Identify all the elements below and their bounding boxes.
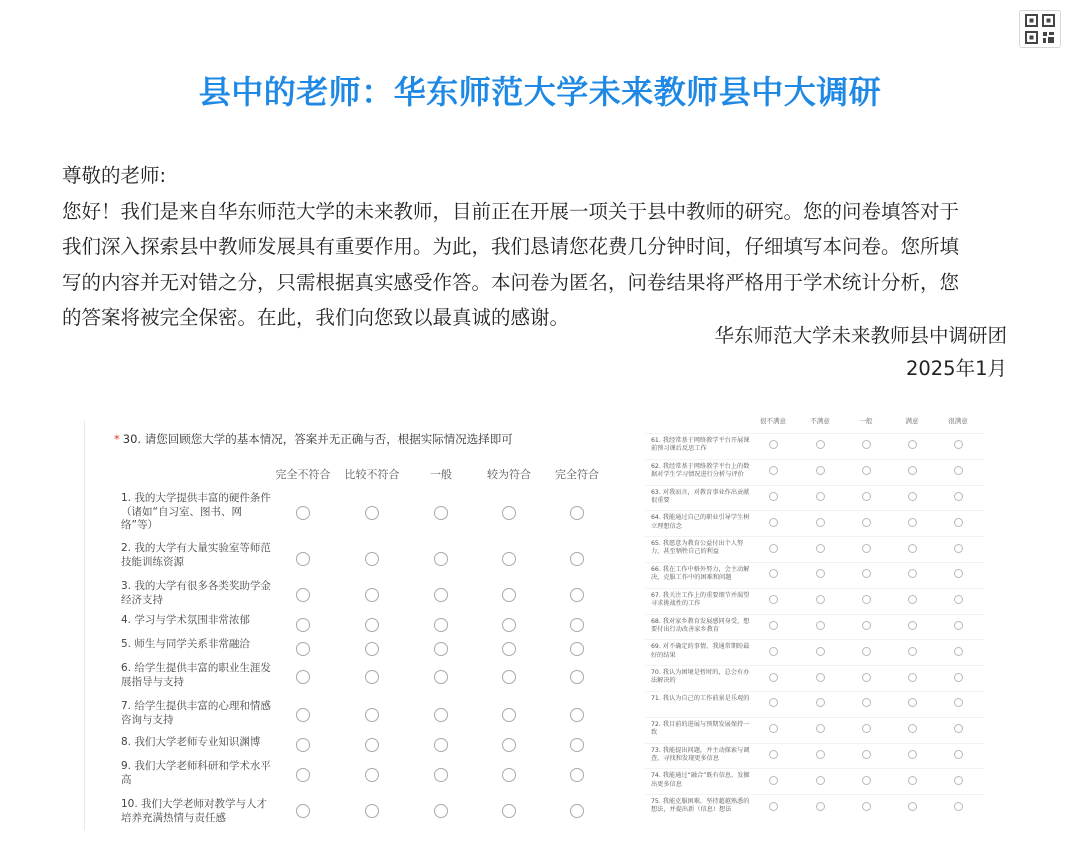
radio-option[interactable] xyxy=(769,724,778,733)
radio-option[interactable] xyxy=(296,642,310,656)
matrix-row-label: 72. 我目前的进展与预期发展保持一致 xyxy=(651,720,750,736)
question-61-75-screenshot xyxy=(645,408,985,830)
radio-option[interactable] xyxy=(502,618,516,632)
matrix-row-label: 6. 给学生提供丰富的职业生涯发展指导与支持 xyxy=(121,662,271,688)
radio-option[interactable] xyxy=(570,708,584,722)
radio-option[interactable] xyxy=(365,506,379,520)
radio-option[interactable] xyxy=(816,673,825,682)
radio-option[interactable] xyxy=(954,647,963,656)
matrix-row xyxy=(645,588,985,614)
radio-option[interactable] xyxy=(570,738,584,752)
radio-option[interactable] xyxy=(365,588,379,602)
radio-option[interactable] xyxy=(954,724,963,733)
matrix-row-label: 9. 我们大学老师科研和学术水平高 xyxy=(121,760,271,786)
radio-option[interactable] xyxy=(954,544,963,553)
radio-option[interactable] xyxy=(908,724,917,733)
option-header: 比较不符合 xyxy=(344,468,400,481)
matrix-row-label: 4. 学习与学术氛围非常浓郁 xyxy=(121,614,250,626)
radio-option[interactable] xyxy=(296,552,310,566)
radio-option[interactable] xyxy=(816,724,825,733)
radio-option[interactable] xyxy=(908,698,917,707)
radio-option[interactable] xyxy=(908,595,917,604)
radio-option[interactable] xyxy=(862,698,871,707)
radio-option[interactable] xyxy=(954,776,963,785)
qrcode-icon xyxy=(1025,14,1055,44)
radio-option[interactable] xyxy=(862,647,871,656)
matrix-row xyxy=(645,768,985,794)
matrix-row-label: 73. 我能提出问题，并主动探索与调查，寻找和发现更多信息 xyxy=(651,746,750,762)
radio-option[interactable] xyxy=(365,552,379,566)
radio-option[interactable] xyxy=(296,618,310,632)
radio-option[interactable] xyxy=(769,621,778,630)
radio-option[interactable] xyxy=(816,595,825,604)
radio-option[interactable] xyxy=(769,698,778,707)
matrix-row xyxy=(645,433,985,459)
matrix-row xyxy=(645,639,985,665)
radio-option[interactable] xyxy=(908,544,917,553)
radio-option[interactable] xyxy=(769,750,778,759)
radio-option[interactable] xyxy=(816,621,825,630)
radio-option[interactable] xyxy=(502,506,516,520)
radio-option[interactable] xyxy=(434,618,448,632)
radio-option[interactable] xyxy=(769,544,778,553)
radio-option[interactable] xyxy=(954,492,963,501)
intro-line: 我们深入探索县中教师发展具有重要作用。为此，我们恳请您花费几分钟时间，仔细填写本问卷。您所填 xyxy=(62,235,960,259)
radio-option[interactable] xyxy=(769,492,778,501)
matrix-row-label: 1. 我的大学提供丰富的硬件条件（诸如“自习室、图书、网络”等） xyxy=(121,492,271,531)
radio-option[interactable] xyxy=(296,804,310,818)
required-mark: * xyxy=(114,432,120,446)
radio-option[interactable] xyxy=(434,804,448,818)
radio-option[interactable] xyxy=(816,750,825,759)
matrix-row-label: 62. 我经常基于网络教学平台上的数据对学生学习情况进行分析与评价 xyxy=(651,462,750,478)
radio-option[interactable] xyxy=(570,552,584,566)
intro-signature: 华东师范大学未来教师县中调研团 xyxy=(714,324,1007,347)
intro-line: 写的内容并无对错之分，只需根据真实感受作答。本问卷为匿名，问卷结果将严格用于学术统计分析，您 xyxy=(62,270,960,294)
radio-option[interactable] xyxy=(862,492,871,501)
radio-option[interactable] xyxy=(365,618,379,632)
matrix-row xyxy=(645,794,985,820)
radio-option[interactable] xyxy=(769,802,778,811)
radio-option[interactable] xyxy=(365,642,379,656)
radio-option[interactable] xyxy=(954,466,963,475)
radio-option[interactable] xyxy=(365,708,379,722)
intro-line: 您好！我们是来自华东师范大学的未来教师，目前正在开展一项关于县中教师的研究。您的问卷填答对于 xyxy=(62,199,960,223)
radio-option[interactable] xyxy=(296,588,310,602)
radio-option[interactable] xyxy=(908,518,917,527)
matrix-row xyxy=(645,536,985,562)
radio-option[interactable] xyxy=(296,708,310,722)
matrix-row-label: 74. 我能通过“融合”既有信息，发掘出更多信息 xyxy=(651,772,750,788)
question-30-text: 30. 请您回顾您大学的基本情况，答案并无正确与否，根据实际情况选择即可 xyxy=(122,432,513,446)
radio-option[interactable] xyxy=(434,642,448,656)
radio-option[interactable] xyxy=(862,724,871,733)
radio-option[interactable] xyxy=(434,506,448,520)
radio-option[interactable] xyxy=(502,588,516,602)
radio-option[interactable] xyxy=(816,776,825,785)
radio-option[interactable] xyxy=(862,440,871,449)
radio-option[interactable] xyxy=(954,673,963,682)
matrix-row-label: 7. 给学生提供丰富的心理和情感咨询与支持 xyxy=(121,700,271,726)
option-header: 满意 xyxy=(905,417,919,425)
option-header: 完全符合 xyxy=(555,468,599,481)
matrix-row-label: 3. 我的大学有很多各类奖助学金经济支持 xyxy=(121,580,271,606)
radio-option[interactable] xyxy=(908,673,917,682)
radio-option[interactable] xyxy=(862,802,871,811)
radio-option[interactable] xyxy=(365,768,379,782)
radio-option[interactable] xyxy=(816,544,825,553)
radio-option[interactable] xyxy=(502,738,516,752)
intro-greeting: 尊敬的老师: xyxy=(62,164,167,187)
radio-option[interactable] xyxy=(769,518,778,527)
intro-line: 的答案将被完全保密。在此，我们向您致以最真诚的感谢。 xyxy=(62,306,570,330)
radio-option[interactable] xyxy=(908,647,917,656)
radio-option[interactable] xyxy=(502,670,516,684)
radio-option[interactable] xyxy=(434,588,448,602)
matrix-row-label: 66. 我在工作中格外努力，会主动解决，克服工作中的困难和问题 xyxy=(651,566,750,582)
radio-option[interactable] xyxy=(862,621,871,630)
radio-option[interactable] xyxy=(862,466,871,475)
radio-option[interactable] xyxy=(769,673,778,682)
matrix-row xyxy=(645,485,985,511)
matrix-row xyxy=(645,691,985,717)
radio-option[interactable] xyxy=(816,698,825,707)
option-header: 不满意 xyxy=(810,417,830,425)
matrix-row-label: 69. 对不确定的事情，我通常期盼最好的结果 xyxy=(651,643,750,659)
radio-option[interactable] xyxy=(769,466,778,475)
matrix-row-label: 2. 我的大学有大量实验室等师范技能训练资源 xyxy=(121,542,271,568)
survey-intro xyxy=(62,158,1012,336)
matrix-row xyxy=(645,562,985,588)
matrix-row-label: 8. 我们大学老师专业知识渊博 xyxy=(121,736,261,748)
radio-option[interactable] xyxy=(296,768,310,782)
question-30-title xyxy=(114,431,513,447)
radio-option[interactable] xyxy=(502,642,516,656)
radio-option[interactable] xyxy=(954,698,963,707)
matrix-row xyxy=(645,717,985,743)
matrix-row-label: 75. 我能克服困难，坚持超越熟悉的想法，并提出新（信息）想法 xyxy=(651,798,750,814)
radio-option[interactable] xyxy=(570,768,584,782)
radio-option[interactable] xyxy=(862,776,871,785)
radio-option[interactable] xyxy=(769,776,778,785)
radio-option[interactable] xyxy=(862,673,871,682)
radio-option[interactable] xyxy=(365,670,379,684)
radio-option[interactable] xyxy=(954,569,963,578)
radio-option[interactable] xyxy=(816,802,825,811)
radio-option[interactable] xyxy=(769,440,778,449)
radio-option[interactable] xyxy=(570,670,584,684)
radio-option[interactable] xyxy=(862,750,871,759)
qr-code-button[interactable] xyxy=(1019,10,1061,48)
radio-option[interactable] xyxy=(908,440,917,449)
intro-date: 2025年1月 xyxy=(905,357,1007,380)
radio-option[interactable] xyxy=(816,440,825,449)
radio-option[interactable] xyxy=(954,595,963,604)
radio-option[interactable] xyxy=(769,647,778,656)
radio-option[interactable] xyxy=(296,506,310,520)
matrix-row-label: 10. 我们大学老师对教学与人才培养充满热情与责任感 xyxy=(121,798,268,824)
option-header: 一般 xyxy=(430,468,452,481)
matrix-row-label: 71. 我认为自己的工作前景是乐观的 xyxy=(651,695,750,702)
radio-option[interactable] xyxy=(365,804,379,818)
radio-option[interactable] xyxy=(296,670,310,684)
radio-option[interactable] xyxy=(816,647,825,656)
radio-option[interactable] xyxy=(502,708,516,722)
radio-option[interactable] xyxy=(570,588,584,602)
option-header: 很满意 xyxy=(948,417,968,425)
radio-option[interactable] xyxy=(502,552,516,566)
radio-option[interactable] xyxy=(954,802,963,811)
radio-option[interactable] xyxy=(908,466,917,475)
matrix-row xyxy=(645,510,985,536)
radio-option[interactable] xyxy=(816,466,825,475)
option-header: 完全不符合 xyxy=(275,468,331,481)
radio-option[interactable] xyxy=(908,750,917,759)
radio-option[interactable] xyxy=(570,804,584,818)
radio-option[interactable] xyxy=(862,569,871,578)
matrix-row-label: 67. 我关注工作上的重要细节并渴望寻求挑战性的工作 xyxy=(651,591,750,607)
radio-option[interactable] xyxy=(862,595,871,604)
option-header: 较为符合 xyxy=(487,468,531,481)
matrix-row-label: 5. 师生与同学关系非常融洽 xyxy=(121,638,250,650)
radio-option[interactable] xyxy=(570,642,584,656)
radio-option[interactable] xyxy=(954,440,963,449)
radio-option[interactable] xyxy=(954,518,963,527)
radio-option[interactable] xyxy=(769,595,778,604)
matrix-row-label: 64. 我能通过自己的职业引导学生树立理想信念 xyxy=(651,514,750,530)
matrix-row xyxy=(645,459,985,485)
radio-option[interactable] xyxy=(862,544,871,553)
radio-option[interactable] xyxy=(908,492,917,501)
question-30-screenshot xyxy=(84,420,620,830)
radio-option[interactable] xyxy=(908,569,917,578)
radio-option[interactable] xyxy=(570,506,584,520)
radio-option[interactable] xyxy=(365,738,379,752)
radio-option[interactable] xyxy=(908,621,917,630)
radio-option[interactable] xyxy=(816,518,825,527)
radio-option[interactable] xyxy=(954,621,963,630)
radio-option[interactable] xyxy=(816,569,825,578)
radio-option[interactable] xyxy=(502,768,516,782)
radio-option[interactable] xyxy=(769,569,778,578)
option-header: 一般 xyxy=(859,417,873,425)
option-header: 很不满意 xyxy=(760,417,786,425)
radio-option[interactable] xyxy=(908,802,917,811)
matrix-row xyxy=(645,665,985,691)
matrix-row-label: 70. 我认为困境是暂时的，总会有办法解决的 xyxy=(651,669,750,685)
radio-option[interactable] xyxy=(908,776,917,785)
radio-option[interactable] xyxy=(296,738,310,752)
matrix-row-label: 61. 我经常基于网络教学平台开展课前预习课后反思工作 xyxy=(651,437,750,453)
matrix-row-label: 65. 我愿意为教育公益付出个人努力，甚至牺牲自己的利益 xyxy=(651,540,744,556)
radio-option[interactable] xyxy=(434,670,448,684)
radio-option[interactable] xyxy=(816,492,825,501)
radio-option[interactable] xyxy=(954,750,963,759)
page-title: 县中的老师：华东师范大学未来教师县中大调研 xyxy=(198,73,882,111)
matrix-row-label: 63. 对我而言，对教育事业作出贡献很重要 xyxy=(651,488,750,504)
matrix-row xyxy=(645,743,985,769)
radio-option[interactable] xyxy=(434,708,448,722)
radio-option[interactable] xyxy=(570,618,584,632)
radio-option[interactable] xyxy=(502,804,516,818)
radio-option[interactable] xyxy=(434,552,448,566)
radio-option[interactable] xyxy=(434,738,448,752)
matrix-row-label: 68. 我对家乡教育发展感同身受，想要付出行动改善家乡教育 xyxy=(651,617,750,633)
matrix-row xyxy=(645,614,985,640)
radio-option[interactable] xyxy=(434,768,448,782)
radio-option[interactable] xyxy=(862,518,871,527)
